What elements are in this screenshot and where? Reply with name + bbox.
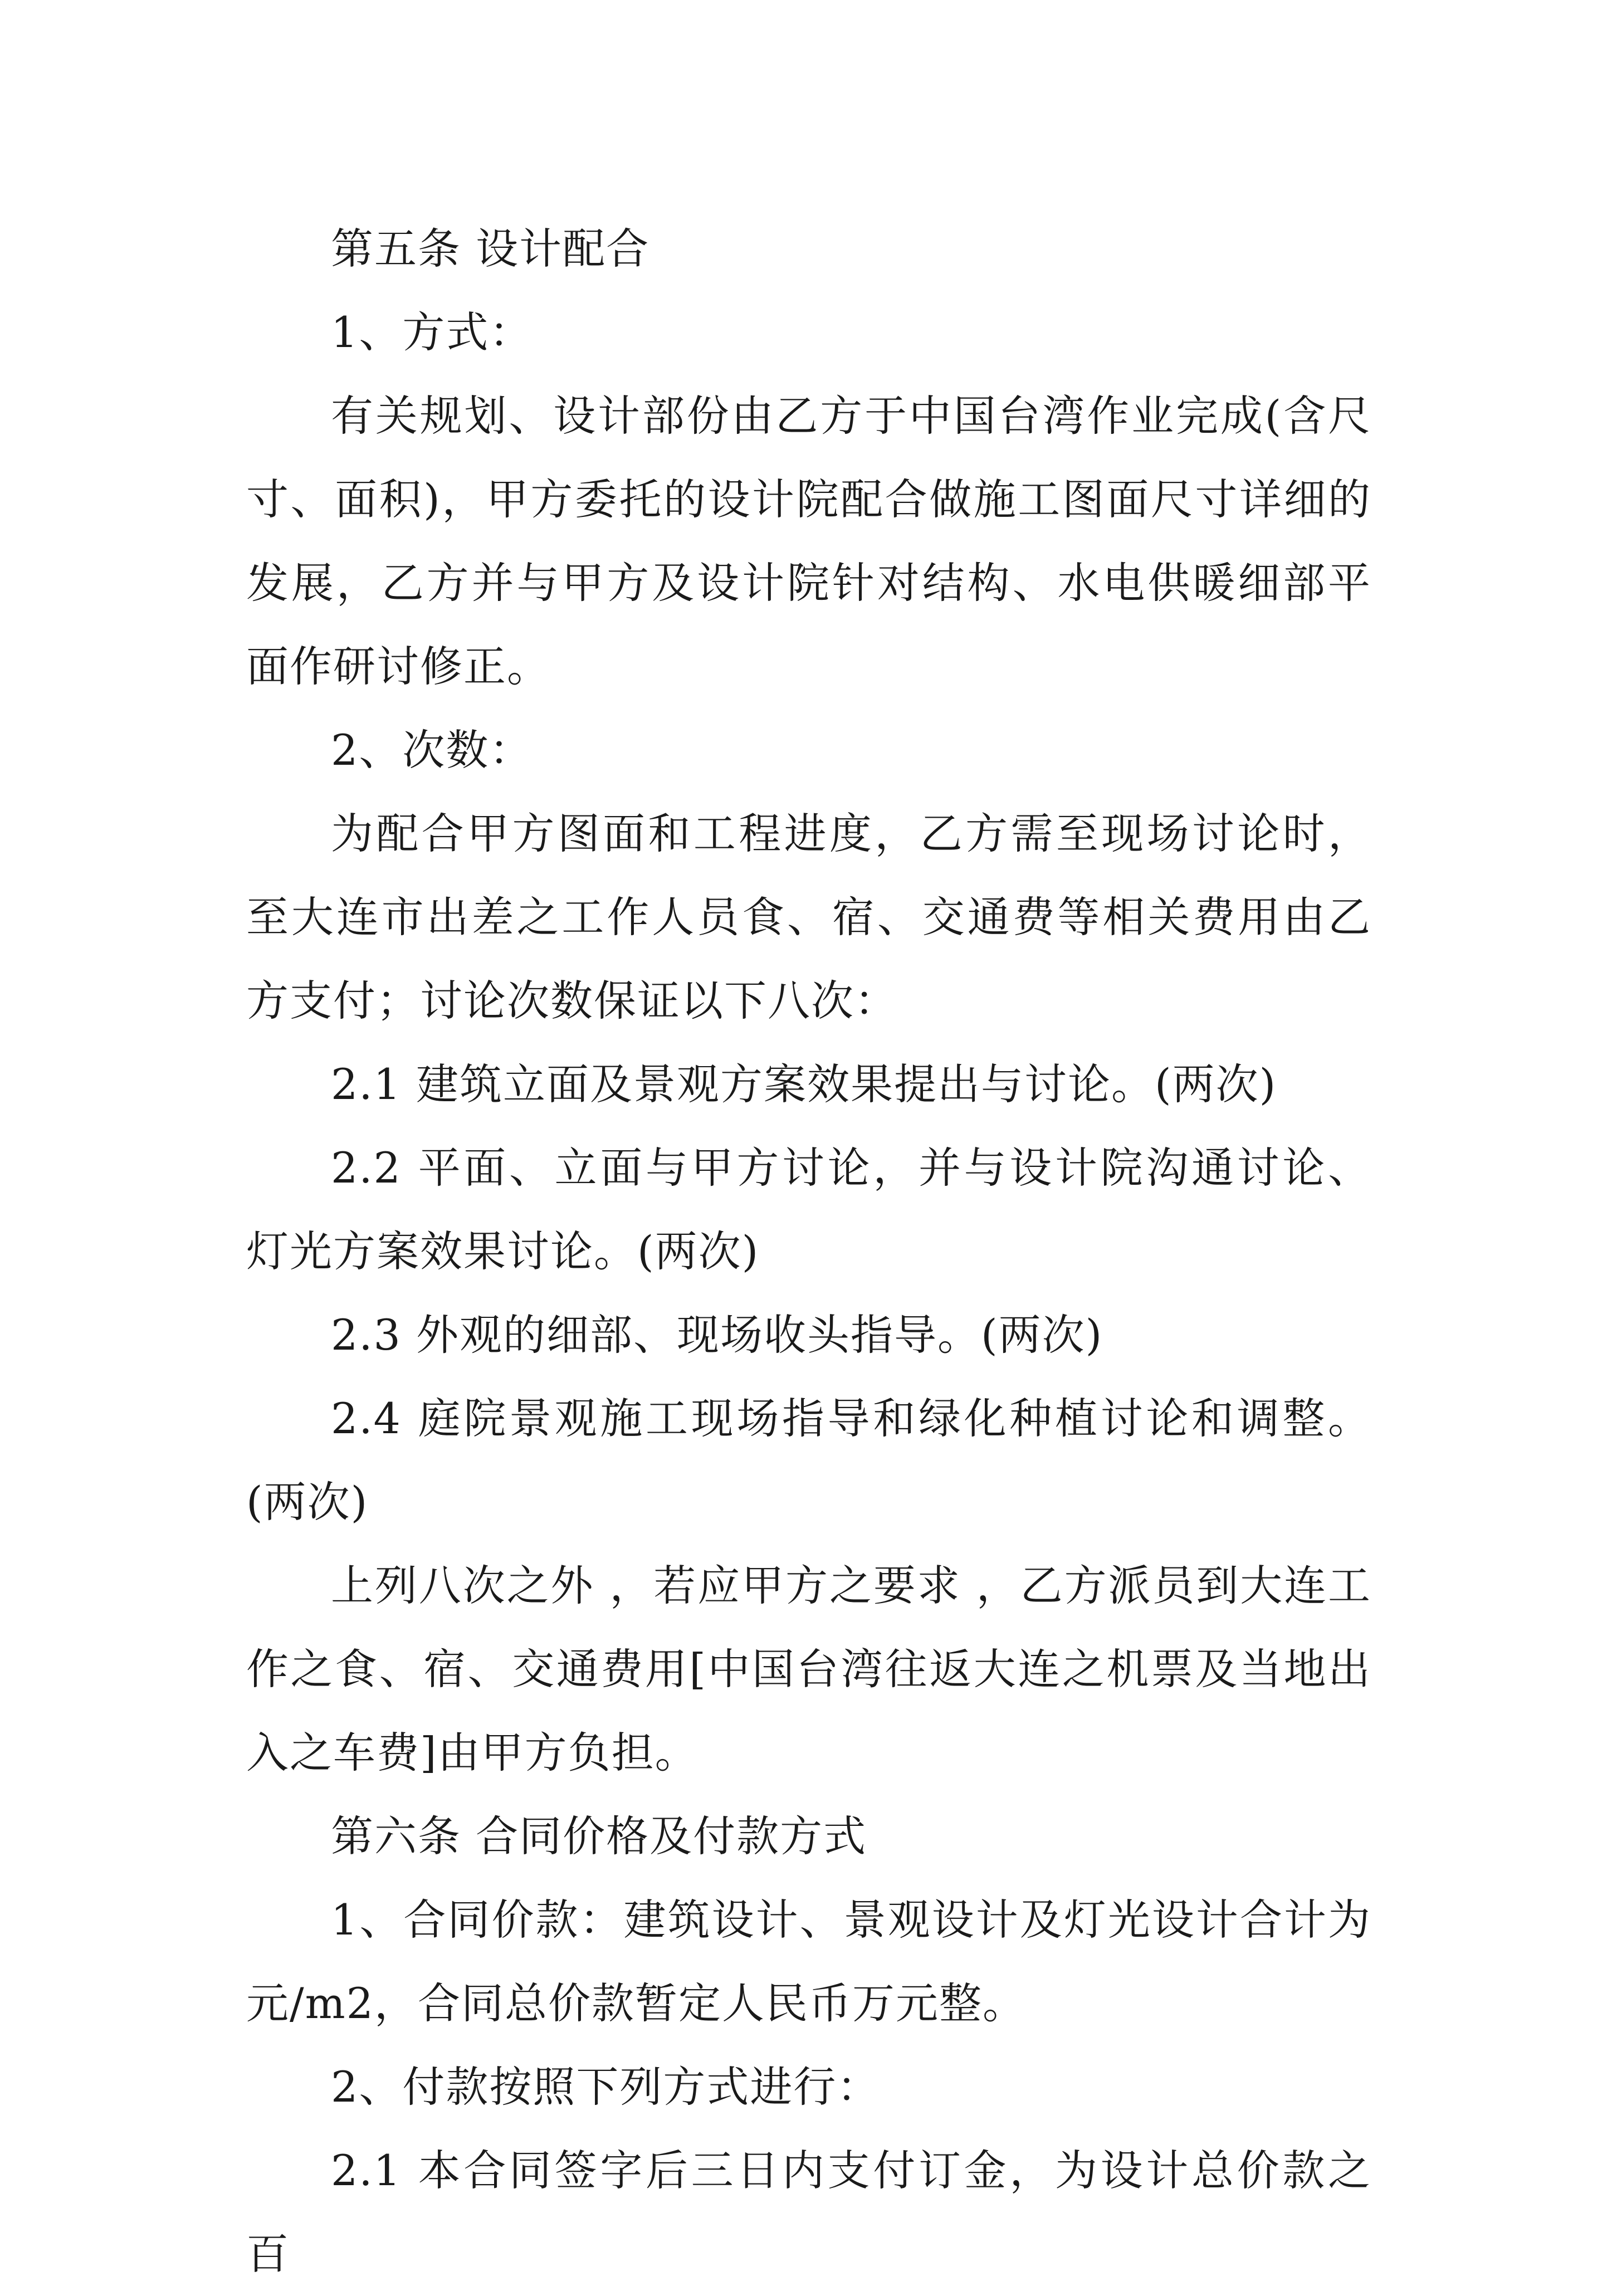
clause-1-body: 有关规划、设计部份由乙方于中国台湾作业完成(含尺寸、面积)，甲方委托的设计院配合做施工图面尺寸详细的发展，乙方并与甲方及设计院针对结构、水电供暖细部平面作研讨修正。 [246, 391, 1371, 691]
article-6-heading: 第六条 合同价格及付款方式 [331, 1811, 867, 1861]
extra-visits-paragraph: 上列八次之外 ，若应甲方之要求 ，乙方派员到大连工作之食、宿、交通费用[中国台湾往返大连之机票及当地出入之车费]由甲方负担。 [246, 1561, 1371, 1777]
clause-2-body: 为配合甲方图面和工程进度，乙方需至现场讨论时，至大连市出差之工作人员食、宿、交通费等相关费用由乙方支付；讨论次数保证以下八次： [246, 809, 1371, 1025]
item-2-1: 2.1 建筑立面及景观方案效果提出与讨论。(两次) [331, 1059, 1277, 1109]
payment-method-heading: 2、付款按照下列方式进行： [331, 2062, 881, 2112]
clause-1-heading: 1、方式： [331, 307, 533, 357]
item-2-3: 2.3 外观的细部、现场收头指导。(两次) [331, 1310, 1103, 1360]
clause-2-heading: 2、次数： [331, 725, 533, 775]
item-2-4: 2.4 庭院景观施工现场指导和绿化种植讨论和调整。(两次) [246, 1394, 1371, 1527]
document-body [246, 207, 1371, 2296]
payment-item-2-1: 2.1 本合同签字后三日内支付订金，为设计总价款之百 [246, 2146, 1371, 2279]
contract-price-paragraph: 1、合同价款：建筑设计、景观设计及灯光设计合计为元/m2，合同总价款暂定人民币万元整。 [246, 1895, 1371, 2028]
article-5-heading: 第五条 设计配合 [331, 224, 650, 273]
item-2-2: 2.2 平面、立面与甲方讨论，并与设计院沟通讨论、灯光方案效果讨论。(两次) [246, 1143, 1371, 1276]
